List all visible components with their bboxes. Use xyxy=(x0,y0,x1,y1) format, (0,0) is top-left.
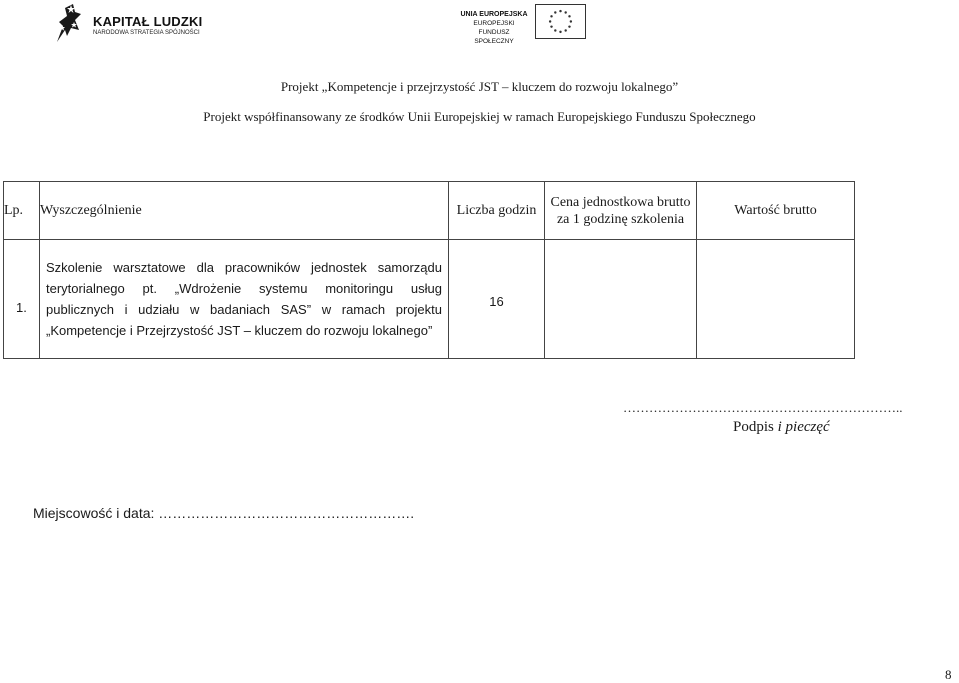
table-row xyxy=(4,240,855,359)
eu-star-icon xyxy=(554,29,556,31)
eu-star-icon xyxy=(568,25,570,27)
column-header-name: Wyszczególnienie xyxy=(40,182,449,240)
eu-star-icon xyxy=(568,15,570,17)
eu-logo-line3: FUNDUSZ SPOŁECZNY xyxy=(474,29,514,45)
signature-label xyxy=(733,419,830,436)
column-header-hours: Liczba godzin xyxy=(449,182,545,240)
eu-star-icon xyxy=(554,11,556,13)
cell-lp: 1. xyxy=(4,240,40,359)
cell-name: Szkolenie warsztatowe dla pracowników jednostek samorządu terytorialnego pt. „Wdrożenie systemu monitoringu usług publicznych i udziału w badaniach SAS” w ramach projektu „Kompetencje i Przejrzystość JST – kluczem do rozwoju lokalnego” xyxy=(40,240,449,359)
kapital-ludzki-subtitle: NARODOWA STRATEGIA SPÓJNOŚCI xyxy=(93,30,200,36)
cofinancing-note: Projekt współfinansowany ze środków Unii Europejskiej w ramach Europejskiego Funduszu Społecznego xyxy=(203,109,756,124)
signature-label-plain: Podpis xyxy=(733,419,778,435)
cell-hours: 16 xyxy=(449,240,545,359)
eu-logo-text xyxy=(459,10,529,46)
eu-flag-icon xyxy=(535,4,586,39)
signature-line[interactable]: ……………………………………………………….. xyxy=(623,400,903,415)
page-number: 8 xyxy=(945,667,952,682)
kapital-ludzki-title: KAPITAŁ LUDZKI xyxy=(93,14,203,29)
eu-star-icon xyxy=(564,11,566,13)
eu-star-icon xyxy=(550,15,552,17)
cell-price[interactable] xyxy=(545,240,697,359)
place-and-date[interactable]: Miejscowość i data: ………………………………………………. xyxy=(33,505,415,521)
table-header-row xyxy=(4,182,855,240)
eu-star-icon xyxy=(559,10,561,12)
eu-star-icon xyxy=(549,20,551,22)
kapital-ludzki-emblem-icon xyxy=(53,2,83,44)
signature-label-italic: i pieczęć xyxy=(777,419,830,435)
pricing-table xyxy=(3,181,855,359)
eu-star-icon xyxy=(550,25,552,27)
cell-value[interactable] xyxy=(697,240,855,359)
eu-star-icon xyxy=(559,31,561,33)
column-header-lp: Lp. xyxy=(4,182,40,240)
unia-europejska-logo xyxy=(459,4,589,45)
kapital-ludzki-logo xyxy=(53,2,203,46)
eu-star-icon xyxy=(564,29,566,31)
column-header-value: Wartość brutto xyxy=(697,182,855,240)
eu-logo-line2: EUROPEJSKI xyxy=(473,20,515,27)
project-title: Projekt „Kompetencje i przejrzystość JST – kluczem do rozwoju lokalnego” xyxy=(280,79,679,94)
eu-logo-line1: UNIA EUROPEJSKA xyxy=(460,11,528,18)
column-header-price: Cena jednostkowa brutto za 1 godzinę szkolenia xyxy=(545,182,697,240)
eu-star-icon xyxy=(570,20,572,22)
